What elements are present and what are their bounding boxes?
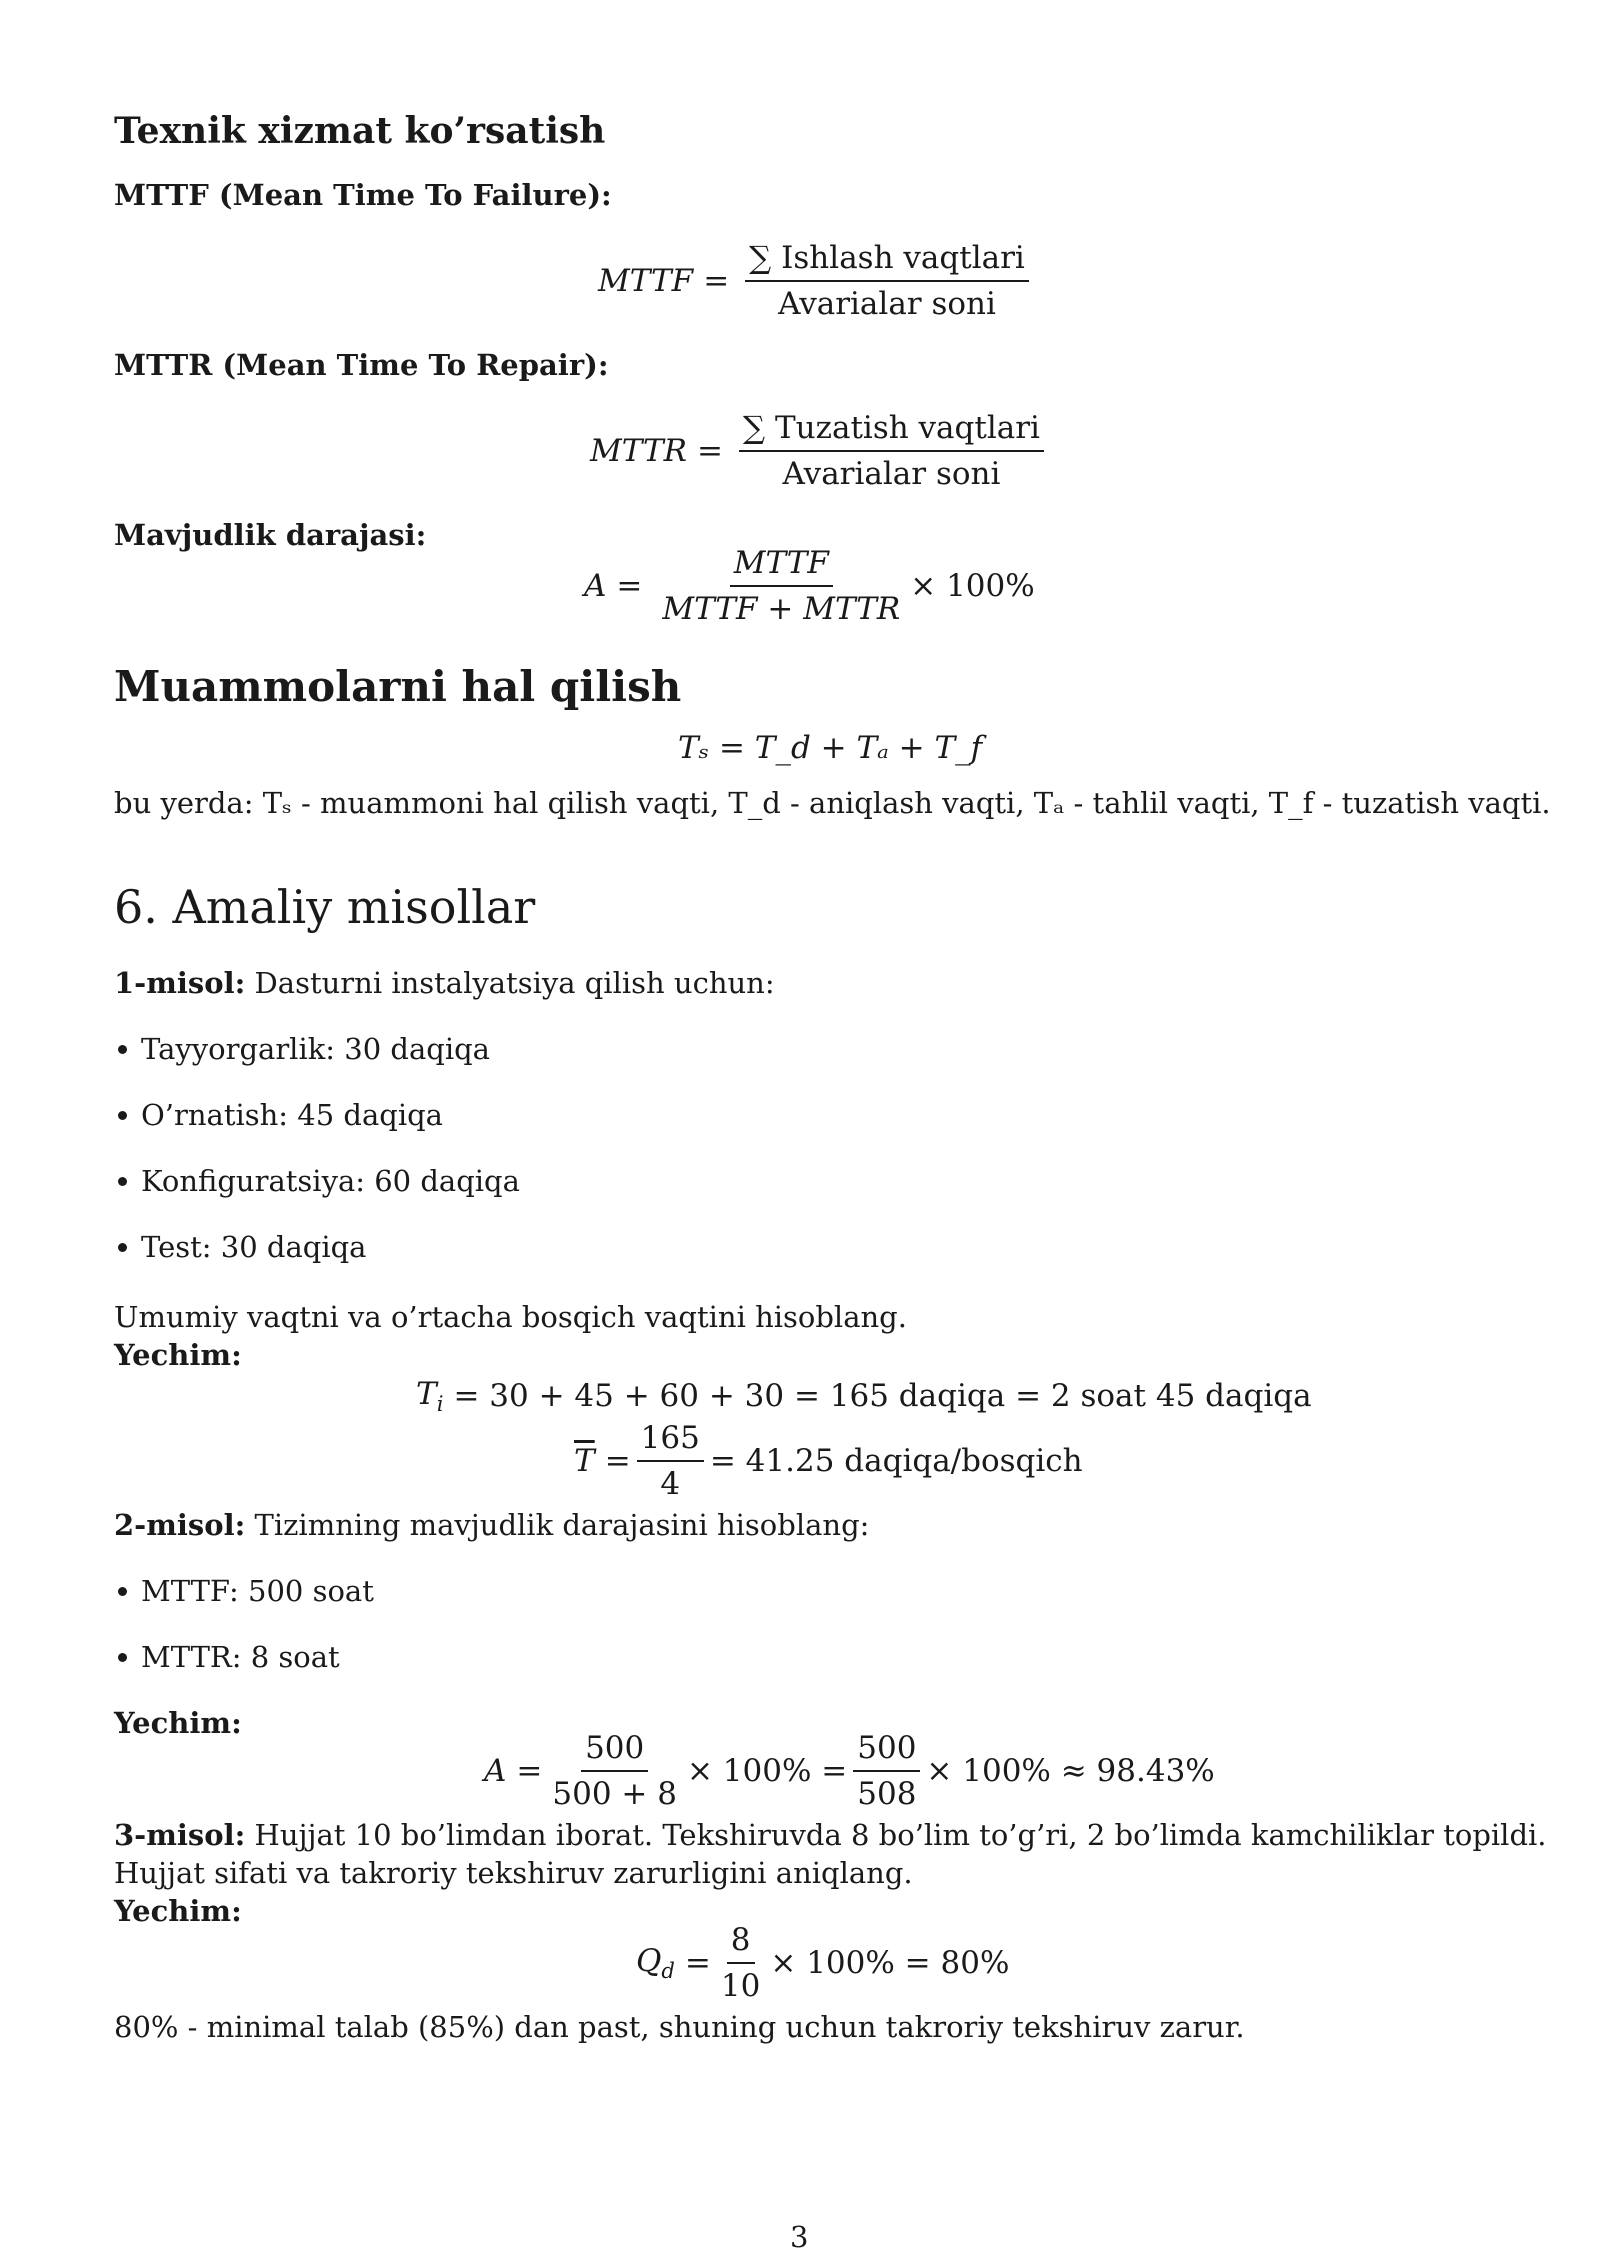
example1-average-fraction: [637, 1420, 704, 1502]
example2-numerator-1: 500: [581, 1730, 648, 1772]
example2-mid: × 100% =: [686, 1753, 848, 1789]
list-item-text: Test: 30 daqiqa: [141, 1230, 367, 1264]
example3-fraction: [717, 1922, 764, 2004]
example1-task: Umumiy vaqtni va o’rtacha bosqich vaqtini hisoblang.: [114, 1300, 907, 1334]
bullet-icon: [118, 1177, 127, 1186]
troubleshooting-formula: Tₛ = T_d + Tₐ + T_f: [678, 730, 983, 766]
example1-average-tail: = 41.25 daqiqa/bosqich: [709, 1443, 1083, 1479]
example2-formula: A = $\frac{500}{500 + 8}$ × 100% = $\frac{500}{508}$ × 100% ≈ 98.43%: [484, 1730, 1215, 1812]
mttf-formula: MTTF = $\frac{\text{∑ Ishlash vaqtlari}}{\text{Avarialar soni}}$: [598, 240, 1035, 322]
mttr-heading: MTTR (Mean Time To Repair):: [114, 348, 609, 382]
mttr-lhs: MTTR: [590, 433, 688, 469]
list-item: [118, 1164, 520, 1198]
list-item-text: MTTF: 500 soat: [141, 1574, 374, 1608]
example2-tail: × 100% ≈ 98.43%: [926, 1753, 1215, 1789]
solution-label: Yechim:: [114, 1338, 242, 1372]
example1-formula-total: $T_i$ = 30 + 45 + 60 + 30 = 165 daqiqa = 2 soat 45 daqiqa: [416, 1376, 1312, 1417]
availability-formula: A = $\frac{\text{MTTF}}{\text{MTTF + MTTR}}$ × 100%: [584, 545, 1035, 627]
example3-conclusion: 80% - minimal talab (85%) dan past, shuning uchun takroriy tekshiruv zarur.: [114, 2010, 1245, 2044]
example3-formula: $Q_d$ = $\frac{8}{10}$ × 100% = 80%: [636, 1922, 1010, 2004]
example3-line1: [114, 1818, 1547, 1852]
example3-denominator: 10: [720, 1968, 761, 2004]
example3-label: 3-misol:: [114, 1818, 246, 1852]
example2-solution-label: [114, 1706, 242, 1740]
example1-formula-total-rhs: = 30 + 45 + 60 + 30 = 165 daqiqa = 2 soat 45 daqiqa: [453, 1378, 1312, 1415]
example3-solution-label: [114, 1894, 242, 1928]
example1-solution-label: [114, 1338, 242, 1372]
availability-fraction: [658, 545, 904, 627]
section-title-maintenance: Texnik xizmat ko’rsatish: [114, 110, 606, 152]
mttf-fraction: [745, 240, 1029, 322]
example2-denominator-2: 508: [857, 1776, 917, 1812]
mttr-fraction: [739, 410, 1044, 492]
list-item: [118, 1230, 366, 1264]
list-item: [118, 1032, 490, 1066]
page-number: 3: [790, 2220, 809, 2254]
solution-label: Yechim:: [114, 1706, 242, 1740]
example3-line2: Hujjat sifati va takroriy tekshiruv zarurligini aniqlang.: [114, 1856, 913, 1890]
example1-average-denominator: 4: [660, 1466, 681, 1502]
availability-heading: Mavjudlik darajasi:: [114, 518, 427, 552]
example2-fraction-1: [548, 1730, 681, 1812]
list-item-text: Tayyorgarlik: 30 daqiqa: [141, 1032, 490, 1066]
example1-intro: Dasturni instalyatsiya qilish uchun:: [254, 966, 775, 1000]
list-item-text: Konfiguratsiya: 60 daqiqa: [141, 1164, 520, 1198]
list-item-text: O’rnatish: 45 daqiqa: [141, 1098, 443, 1132]
example3-tail: × 100% = 80%: [770, 1945, 1010, 1981]
example2-intro-line: [114, 1508, 869, 1542]
example2-intro: Tizimning mavjudlik darajasini hisoblang:: [254, 1508, 870, 1542]
example3-numerator: 8: [727, 1922, 755, 1964]
solution-label: Yechim:: [114, 1894, 242, 1928]
availability-denominator: MTTF + MTTR: [662, 591, 901, 627]
list-item: [118, 1574, 374, 1608]
mttr-numerator: ∑ Tuzatish vaqtlari: [739, 410, 1044, 452]
list-item-text: MTTR: 8 soat: [141, 1640, 340, 1674]
example3-line1-text: Hujjat 10 bo’limdan iborat. Tekshiruvda 8 bo’lim to’g’ri, 2 bo’limda kamchiliklar topildi.: [254, 1818, 1547, 1852]
availability-numerator: MTTF: [730, 545, 833, 587]
availability-lhs: A: [584, 568, 607, 604]
example1-intro-line: [114, 966, 775, 1000]
bullet-icon: [118, 1587, 127, 1596]
chapter-title-examples: 6. Amaliy misollar: [114, 880, 536, 934]
mttr-formula: MTTR = $\frac{\text{∑ Tuzatish vaqtlari}}{\text{Avarialar soni}}$: [590, 410, 1050, 492]
bullet-icon: [118, 1243, 127, 1252]
example2-denominator-1: 500 + 8: [552, 1776, 677, 1812]
section-title-troubleshooting: Muammolarni hal qilish: [114, 662, 682, 711]
example1-average-numerator: 165: [637, 1420, 704, 1462]
bullet-icon: [118, 1653, 127, 1662]
troubleshooting-explanation: bu yerda: Tₛ - muammoni hal qilish vaqti, T_d - aniqlash vaqti, Tₐ - tahlil vaqti, T_f - tuzatish vaqti.: [114, 786, 1551, 820]
example2-fraction-2: [853, 1730, 920, 1812]
mttr-denominator: Avarialar soni: [782, 456, 1001, 492]
mttf-lhs: MTTF: [598, 263, 694, 299]
mttf-denominator: Avarialar soni: [778, 286, 996, 322]
availability-tail: × 100%: [910, 568, 1035, 604]
list-item: [118, 1640, 340, 1674]
mttf-heading: MTTF (Mean Time To Failure):: [114, 178, 612, 212]
bullet-icon: [118, 1045, 127, 1054]
mttf-numerator: ∑ Ishlash vaqtlari: [745, 240, 1029, 282]
list-item: [118, 1098, 443, 1132]
example2-label: 2-misol:: [114, 1508, 246, 1542]
example1-label: 1-misol:: [114, 966, 246, 1000]
example2-numerator-2: 500: [853, 1730, 920, 1772]
example1-formula-average: $\overline{T}$ = $\frac{165}{4}$ = 41.25 daqiqa/bosqich: [574, 1420, 1083, 1502]
bullet-icon: [118, 1111, 127, 1120]
